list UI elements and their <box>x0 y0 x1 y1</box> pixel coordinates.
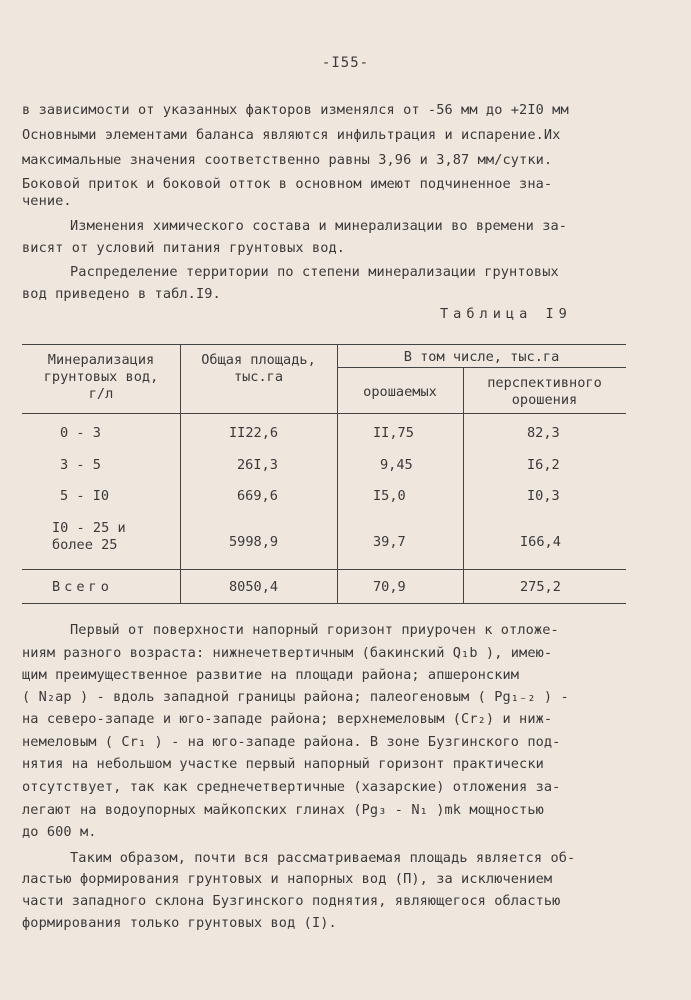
total-label: Всего <box>52 579 113 595</box>
table-cell: I6,2 <box>527 457 560 473</box>
table-rule <box>22 413 626 414</box>
text-line: Распределение территории по степени минерализации грунтовых <box>70 264 559 280</box>
table-cell: 9,45 <box>380 457 413 473</box>
table-rule <box>337 367 626 368</box>
text-line: отсутствует, так как среднечетвертичные (хазарские) отложения за- <box>22 779 561 795</box>
table-rule <box>22 344 626 345</box>
table-cell: I0,3 <box>527 488 560 504</box>
table-cell: 0 - 3 <box>60 425 101 441</box>
header-mineralization: Минерализация грунтовых вод, г/л <box>43 352 159 402</box>
header-irrigated: орошаемых <box>363 384 437 400</box>
page-number: -I55- <box>321 55 370 71</box>
text-line: немеловым ( Cr₁ ) - на юго-западе района. В зоне Бузгинского под- <box>22 734 561 750</box>
text-line: чение. <box>22 193 72 209</box>
table-rule <box>337 344 338 603</box>
table-cell: 70,9 <box>373 579 406 595</box>
table-cell: I5,0 <box>373 488 406 504</box>
text-line: щим преимущественное развитие на площади района; апшеронским <box>22 667 520 683</box>
table-cell: 82,3 <box>527 425 560 441</box>
text-line: ниям разного возраста: нижнечетвертичным (бакинский Q₁b ), имею- <box>22 645 553 661</box>
text-line: в зависимости от указанных факторов изменялся от -56 мм до +2I0 мм <box>22 102 569 118</box>
table-cell: 26I,3 <box>237 457 278 473</box>
table-cell: 669,6 <box>237 488 278 504</box>
text-line: Таким образом, почти вся рассматриваемая площадь является об- <box>70 850 576 866</box>
text-line: легают на водоупорных майкопских глинах (Pg₃ - N₁ )mk мощностью <box>22 802 544 818</box>
table-cell: 275,2 <box>520 579 561 595</box>
text-line: Боковой приток и боковой отток в основном имеют подчиненное зна- <box>22 176 553 192</box>
text-line: до 600 м. <box>22 824 97 840</box>
table-cell: II22,6 <box>229 425 279 441</box>
text-line: нятия на небольшом участке первый напорный горизонт практически <box>22 756 544 772</box>
table-cell: 5 - I0 <box>60 488 110 504</box>
table-cell: 8050,4 <box>229 579 279 595</box>
text-line: части западного склона Бузгинского поднятия, являющегося областью <box>22 893 561 909</box>
text-line: ластью формирования грунтовых и напорных вод (П), за исключением <box>22 871 553 887</box>
table-cell: I66,4 <box>520 534 561 550</box>
table-cell: II,75 <box>373 425 414 441</box>
header-total-area: Общая площадь, тыс.га <box>201 352 316 385</box>
text-line: формирования только грунтовых вод (I). <box>22 915 337 931</box>
header-group: В том числе, тыс.га <box>403 349 560 365</box>
table-rule <box>22 603 626 604</box>
table-caption: Таблица I9 <box>440 306 572 322</box>
text-line: Изменения химического состава и минерализации во времени за- <box>70 218 568 234</box>
text-line: на северо-западе и юго-западе района; верхнемеловым (Cr₂) и ниж- <box>22 711 553 727</box>
table-cell: I0 - 25 и более 25 <box>52 520 126 553</box>
text-line: Первый от поверхности напорный горизонт приурочен к отложе- <box>70 622 559 638</box>
header-prospective: перспективного орошения <box>487 375 602 408</box>
table-cell: 5998,9 <box>229 534 279 550</box>
text-line: ( N₂ap ) - вдоль западной границы района; палеогеновым ( Pg₁₋₂ ) - <box>22 689 569 705</box>
table-cell: 39,7 <box>373 534 406 550</box>
text-line: вод приведено в табл.I9. <box>22 286 221 302</box>
text-line: максимальные значения соответственно равны 3,96 и 3,87 мм/сутки. <box>22 152 553 168</box>
table-rule <box>22 569 626 570</box>
table-cell: 3 - 5 <box>60 457 101 473</box>
text-line: Основными элементами баланса являются инфильтрация и испарение.Их <box>22 127 561 143</box>
text-line: висят от условий питания грунтовых вод. <box>22 240 346 256</box>
